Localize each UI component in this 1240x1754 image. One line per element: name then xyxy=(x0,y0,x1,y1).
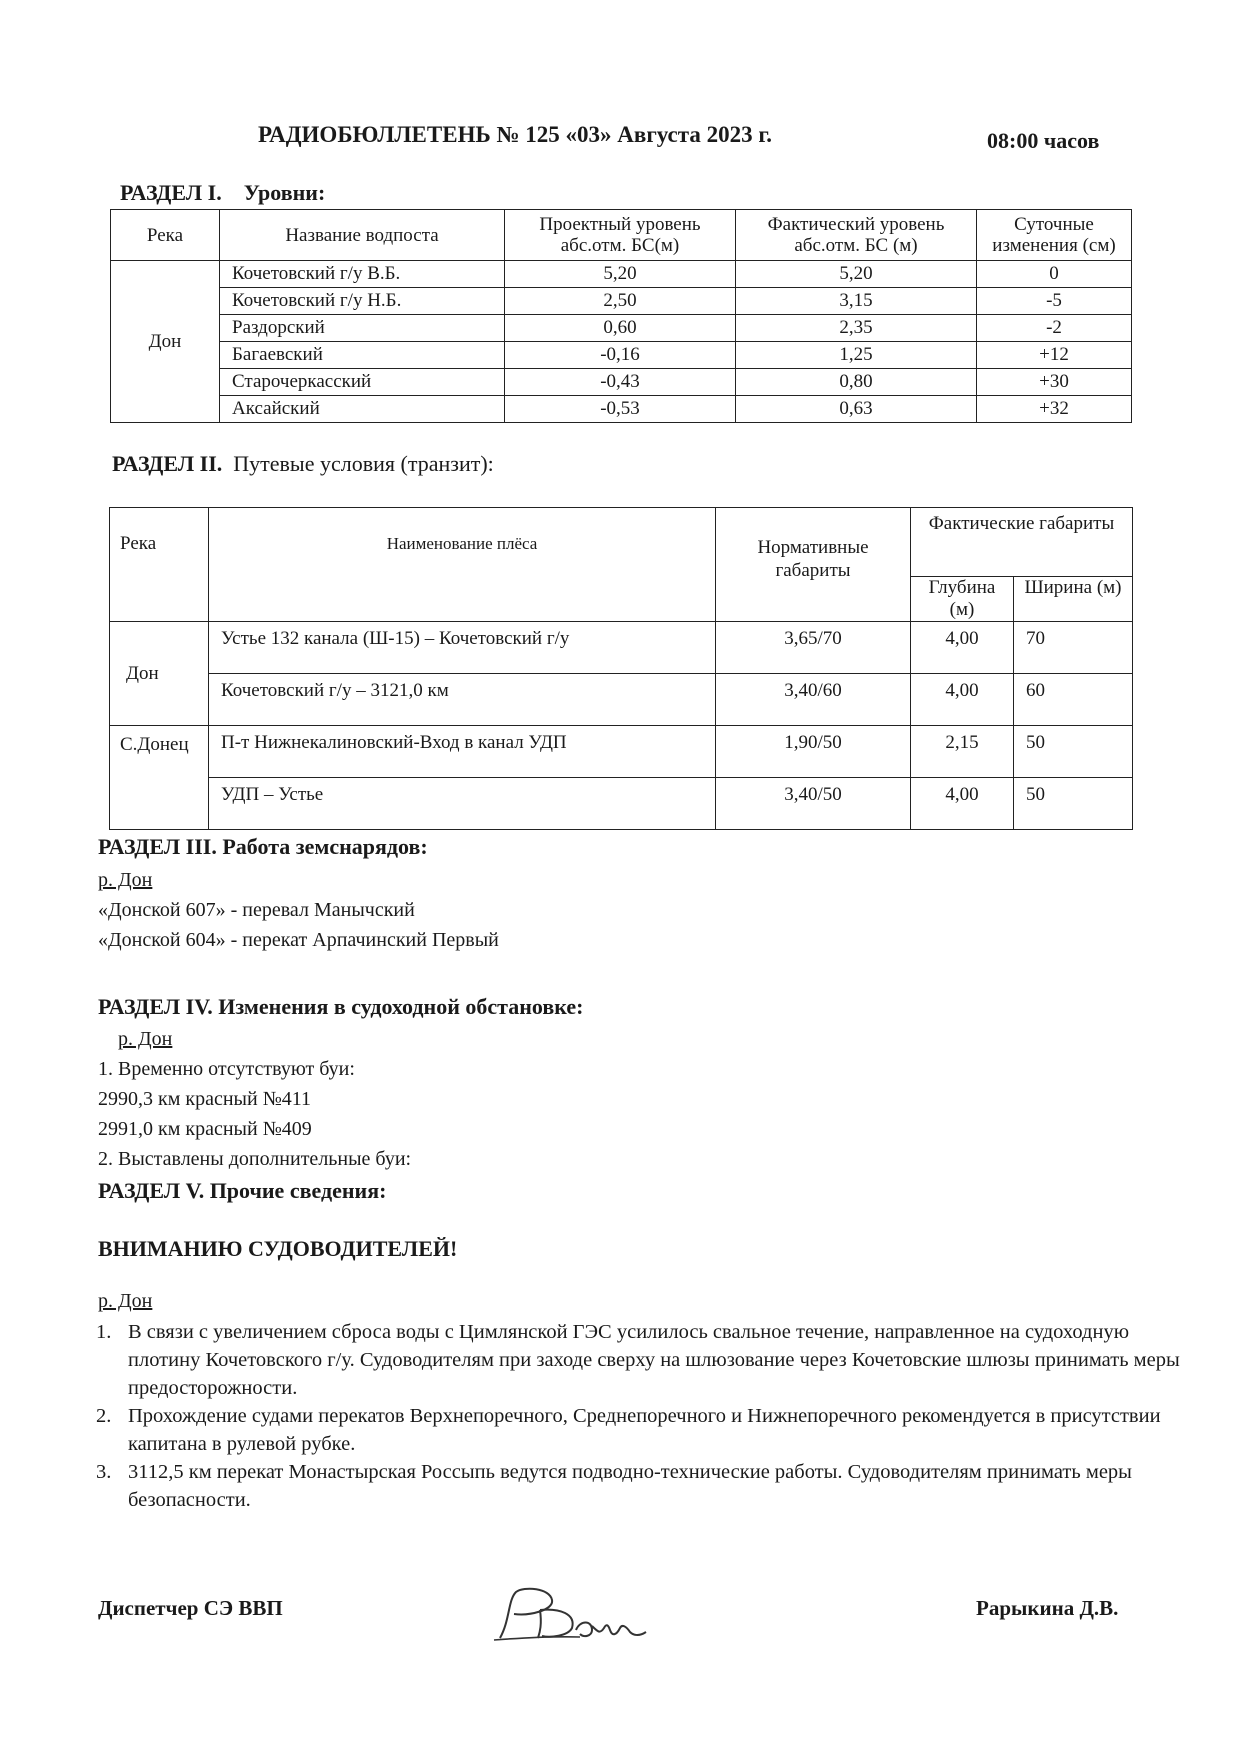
buoy-line: 2990,3 км красный №411 xyxy=(98,1088,312,1110)
station-name: Багаевский xyxy=(220,342,505,369)
route-river-cell: Дон xyxy=(110,622,209,726)
design-level: -0,16 xyxy=(505,342,736,369)
levels-col-station: Название водпоста xyxy=(220,210,505,261)
normative-dimensions: 1,90/50 xyxy=(716,726,911,778)
section2-label: РАЗДЕЛ II. xyxy=(112,451,223,476)
station-name: Кочетовский г/у В.Б. xyxy=(220,261,505,288)
route-col-reach: Наименование плёса xyxy=(209,508,716,622)
design-level: 5,20 xyxy=(505,261,736,288)
actual-width: 60 xyxy=(1014,674,1133,726)
actual-level: 0,80 xyxy=(736,369,977,396)
section2-title: Путевые условия (транзит): xyxy=(233,451,494,476)
route-col-actual: Фактические габариты xyxy=(911,508,1133,577)
station-name: Кочетовский г/у Н.Б. xyxy=(220,288,505,315)
list-item xyxy=(96,1318,1196,1402)
section1-label: РАЗДЕЛ I. xyxy=(120,180,222,205)
daily-change: +12 xyxy=(977,342,1132,369)
actual-depth: 4,00 xyxy=(911,778,1014,830)
bulletin-title: РАДИОБЮЛЛЕТЕНЬ № 125 «03» Августа 2023 г. xyxy=(258,122,772,147)
table-row xyxy=(111,288,1132,315)
levels-river-cell: Дон xyxy=(111,261,220,423)
route-col-depth: Глубина (м) xyxy=(911,577,1014,622)
route-river-cell: С.Донец xyxy=(110,726,209,830)
actual-depth: 4,00 xyxy=(911,622,1014,674)
normative-dimensions: 3,40/50 xyxy=(716,778,911,830)
dispatcher-position: Диспетчер СЭ ВВП xyxy=(98,1596,283,1620)
buoy-line: 1. Временно отсутствуют буи: xyxy=(98,1058,355,1080)
reach-name: УДП – Устье xyxy=(209,778,716,830)
normative-dimensions: 3,65/70 xyxy=(716,622,911,674)
section3-river: р. Дон xyxy=(98,869,153,891)
section2-heading xyxy=(112,451,494,477)
section5-heading: РАЗДЕЛ V. Прочие сведения: xyxy=(98,1178,387,1203)
list-item-number: 2. xyxy=(96,1405,112,1427)
reach-name: Устье 132 канала (Ш-15) – Кочетовский г/у xyxy=(209,622,716,674)
levels-table xyxy=(110,209,1132,423)
route-col-river: Река xyxy=(110,508,209,622)
table-row xyxy=(110,778,1133,830)
design-level: 2,50 xyxy=(505,288,736,315)
actual-level: 1,25 xyxy=(736,342,977,369)
actual-width: 50 xyxy=(1014,726,1133,778)
table-row xyxy=(111,369,1132,396)
station-name: Раздорский xyxy=(220,315,505,342)
attention-heading: ВНИМАНИЮ СУДОВОДИТЕЛЕЙ! xyxy=(98,1236,458,1261)
actual-level: 5,20 xyxy=(736,261,977,288)
levels-table-header xyxy=(111,210,1132,261)
daily-change: -2 xyxy=(977,315,1132,342)
table-row xyxy=(111,396,1132,423)
levels-col-actual: Фактический уровень абс.отм. БС (м) xyxy=(736,210,977,261)
buoy-line: 2. Выставлены дополнительные буи: xyxy=(98,1148,412,1170)
signature-icon xyxy=(480,1580,660,1650)
list-item xyxy=(96,1402,1196,1458)
list-item-text: В связи с увеличением сброса воды с Цимлянской ГЭС усилилось свальное течение, направленное на судоходную плотину Кочетовского г/у. Судоводителям при заходе сверху на шлюзование через Кочетовские шлюзы принимать меры предосторожности. xyxy=(128,1321,1180,1399)
dredger-line: «Донской 604» - перекат Арпачинский Первый xyxy=(98,929,499,951)
actual-depth: 2,15 xyxy=(911,726,1014,778)
route-table-header xyxy=(110,508,1133,577)
bulletin-header xyxy=(0,118,1240,158)
route-col-width: Ширина (м) xyxy=(1014,577,1133,622)
table-row xyxy=(110,622,1133,674)
attention-river: р. Дон xyxy=(98,1290,153,1312)
design-level: -0,43 xyxy=(505,369,736,396)
design-level: 0,60 xyxy=(505,315,736,342)
list-item-number: 3. xyxy=(96,1461,112,1483)
station-name: Аксайский xyxy=(220,396,505,423)
route-conditions-table xyxy=(109,507,1133,830)
levels-col-river: Река xyxy=(111,210,220,261)
daily-change: 0 xyxy=(977,261,1132,288)
daily-change: +32 xyxy=(977,396,1132,423)
table-row xyxy=(110,674,1133,726)
table-row xyxy=(110,726,1133,778)
reach-name: П-т Нижнекалиновский-Вход в канал УДП xyxy=(209,726,716,778)
station-name: Старочеркасский xyxy=(220,369,505,396)
dispatcher-name: Рарыкина Д.В. xyxy=(976,1596,1119,1620)
levels-col-change: Суточные изменения (см) xyxy=(977,210,1132,261)
table-row xyxy=(111,315,1132,342)
list-item-text: 3112,5 км перекат Монастырская Россыпь ведутся подводно-технические работы. Судоводителям принимать меры безопасности. xyxy=(128,1461,1132,1511)
dredger-line: «Донской 607» - перевал Манычский xyxy=(98,899,415,921)
list-item-number: 1. xyxy=(96,1321,112,1343)
actual-width: 70 xyxy=(1014,622,1133,674)
actual-depth: 4,00 xyxy=(911,674,1014,726)
section3-heading: РАЗДЕЛ III. Работа земснарядов: xyxy=(98,834,428,859)
buoy-line: 2991,0 км красный №409 xyxy=(98,1118,312,1140)
actual-level: 2,35 xyxy=(736,315,977,342)
table-row xyxy=(111,342,1132,369)
actual-width: 50 xyxy=(1014,778,1133,830)
reach-name: Кочетовский г/у – 3121,0 км xyxy=(209,674,716,726)
actual-level: 3,15 xyxy=(736,288,977,315)
list-item-text: Прохождение судами перекатов Верхнепоречного, Среднепоречного и Нижнепоречного рекомендуется в присутствии капитана в рулевой рубке. xyxy=(128,1405,1161,1455)
route-col-normative: Нормативные габариты xyxy=(716,508,911,622)
attention-list xyxy=(96,1318,1196,1514)
levels-col-design: Проектный уровень абс.отм. БС(м) xyxy=(505,210,736,261)
list-item xyxy=(96,1458,1196,1514)
design-level: -0,53 xyxy=(505,396,736,423)
normative-dimensions: 3,40/60 xyxy=(716,674,911,726)
section4-river: р. Дон xyxy=(118,1028,173,1050)
bulletin-time: 08:00 часов xyxy=(987,128,1100,153)
section4-heading: РАЗДЕЛ IV. Изменения в судоходной обстановке: xyxy=(98,994,584,1019)
actual-level: 0,63 xyxy=(736,396,977,423)
section1-heading xyxy=(120,180,325,206)
table-row xyxy=(111,261,1132,288)
section1-title: Уровни: xyxy=(243,180,326,205)
daily-change: -5 xyxy=(977,288,1132,315)
daily-change: +30 xyxy=(977,369,1132,396)
